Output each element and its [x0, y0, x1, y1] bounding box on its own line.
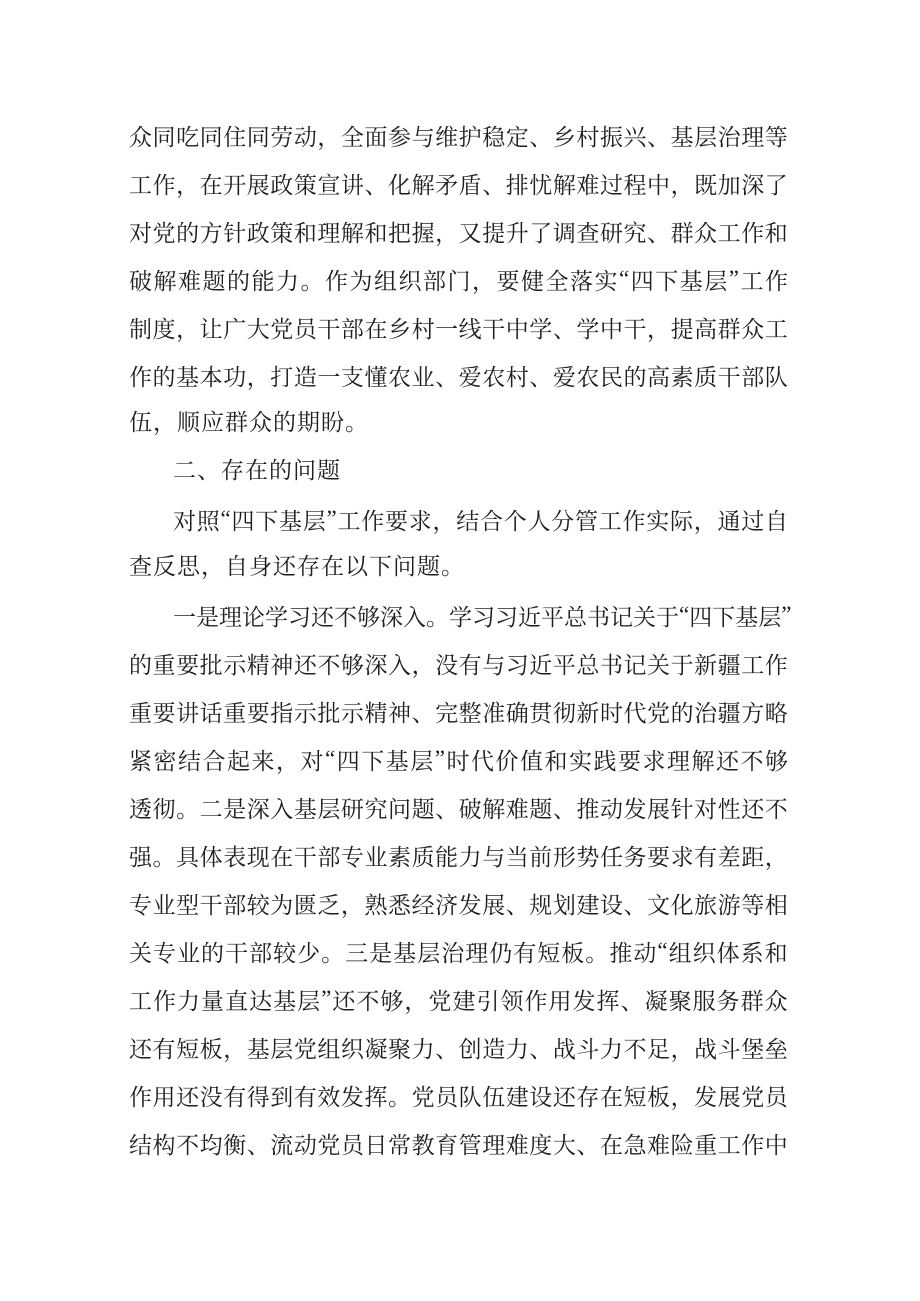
text-line: 强 。 具 体 表 现 在 干 部 专 业 素 质 能 力 与 当 前 形 势 任 务 要 求 有 差 距 ， [129, 844, 788, 870]
text-line: 作 的 基 本 功 ， 打 造 一 支 懂 农 业 、 爱 农 村 、 爱 农 民 的 高 素 质 干 部 队 [129, 364, 788, 390]
text-line: 工 作 ， 在 开 展 政 策 宣 讲 、 化 解 矛 盾 、 排 忧 解 难 过 程 中 ， 既 加 深 了 [129, 172, 788, 198]
text-line: 透 彻 。 二 是 深 入 基 层 研 究 问 题 、 破 解 难 题 、 推 动 发 展 针 对 性 还 不 [129, 796, 788, 822]
text-line: 作 用 还 没 有 得 到 有 效 发 挥 。 党 员 队 伍 建 设 还 存 在 短 板 ， 发 展 党 员 [129, 1084, 788, 1110]
text-line: 的 重 要 批 示 精 神 还 不 够 深 入 ， 没 有 与 习 近 平 总 书 记 关 于 新 疆 工 作 [129, 652, 788, 678]
text-line: 还 有 短 板 ， 基 层 党 组 织 凝 聚 力 、 创 造 力 、 战 斗 力 不 足 ， 战 斗 堡 垒 [129, 1036, 788, 1062]
text-line: 紧 密 结 合 起 来 ， 对 “ 四 下 基 层 ” 时 代 价 值 和 实 践 要 求 理 解 还 不 够 [129, 746, 788, 774]
text-line: 伍，顺应群众的期盼。 [129, 410, 369, 435]
text-line: 众 同 吃 同 住 同 劳 动 ， 全 面 参 与 维 护 稳 定 、 乡 村 振 兴 、 基 层 治 理 等 [129, 124, 788, 150]
text-line: 对 党 的 方 针 政 策 和 理 解 和 把 握 ， 又 提 升 了 调 查 研 究 、 群 众 工 作 和 [129, 220, 788, 246]
document-content [129, 111, 792, 1167]
text-line: 破 解 难 题 的 能 力 。 作 为 组 织 部 门 ， 要 健 全 落 实 “ 四 下 基 层 ” 工 作 [129, 266, 788, 294]
text-line: 关 专 业 的 干 部 较 少 。 三 是 基 层 治 理 仍 有 短 板 。 推 动 “ 组 织 体 系 和 [129, 938, 788, 966]
text-line: 重 要 讲 话 重 要 指 示 批 示 精 神 、 完 整 准 确 贯 彻 新 时 代 党 的 治 疆 方 略 [129, 700, 788, 726]
text-line: 查反思，自身还存在以下问题。 [129, 554, 465, 579]
text-line: 专 业 型 干 部 较 为 匮 乏 ， 熟 悉 经 济 发 展 、 规 划 建 设 、 文 化 旅 游 等 相 [129, 892, 788, 918]
text-line: 工 作 力 量 直 达 基 层 ” 还 不 够 ， 党 建 引 领 作 用 发 挥 、 凝 聚 服 务 群 众 [129, 986, 788, 1014]
text-line: 一 是 理 论 学 习 还 不 够 深 入 。 学 习 习 近 平 总 书 记 关 于 “ 四 下 基 层 ” [173, 602, 792, 630]
text-line: 对 照 “ 四 下 基 层 ” 工 作 要 求 ， 结 合 个 人 分 管 工 作 实 际 ， 通 过 自 [173, 506, 788, 534]
text-line: 制 度 ， 让 广 大 党 员 干 部 在 乡 村 一 线 干 中 学 、 学 中 干 ， 提 高 群 众 工 [129, 316, 788, 342]
text-line: 结 构 不 均 衡 、 流 动 党 员 日 常 教 育 管 理 难 度 大 、 在 急 难 险 重 工 作 中 [129, 1132, 788, 1158]
text-line: 二、存在的问题 [173, 458, 341, 483]
